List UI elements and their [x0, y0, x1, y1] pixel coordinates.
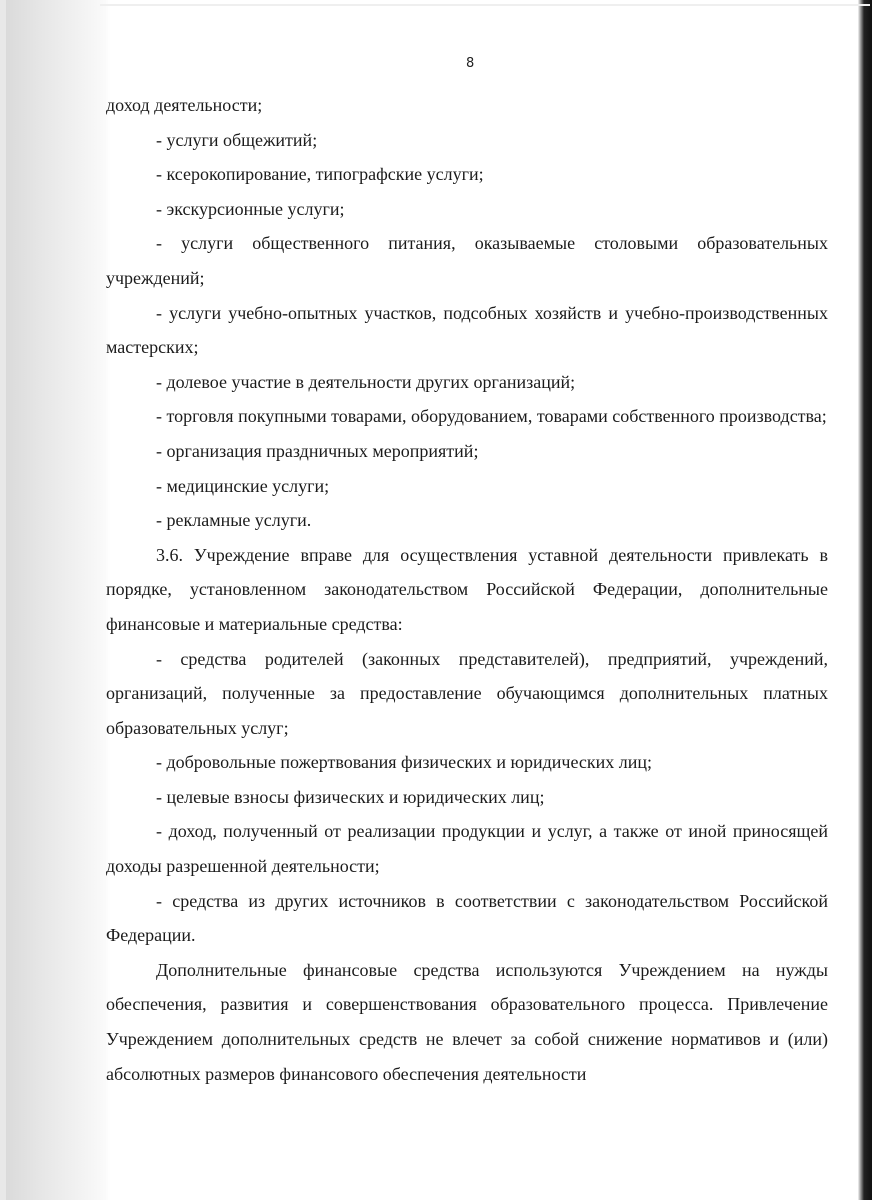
paragraph-income-continuation: доход деятельности;: [106, 95, 263, 115]
list-item-holiday-events: - организация праздничных мероприятий;: [156, 440, 479, 461]
list-item-excursion-services: - экскурсионные услуги;: [156, 198, 345, 219]
list-item-sales-income: - доход, полученный от реализации продукции и услуг, а также от иной приносящей доходы разрешенной деятельности;: [106, 821, 828, 877]
list-item-equity-participation: - долевое участие в деятельности других организаций;: [156, 371, 576, 392]
scan-shadow-left: [0, 0, 110, 1200]
section-3-6: 3.6. Учреждение вправе для осуществления уставной деятельности привлекать в порядке, установленном законодательством Российской Федерации, дополнительные финансовые и материальные средства:: [106, 544, 828, 634]
list-item-training-plots: - услуги учебно-опытных участков, подсобных хозяйств и учебно-производственных мастерских;: [106, 302, 828, 358]
scan-edge-left: [0, 0, 6, 1200]
list-item-trade: - торговля покупными товарами, оборудованием, товарами собственного производства;: [156, 406, 827, 427]
page-number: 8: [466, 56, 475, 71]
scan-edge-right: [858, 0, 872, 1200]
list-item-catering-services: - услуги общественного питания, оказываемые столовыми образовательных учреждений;: [106, 233, 828, 288]
scan-top-line: [100, 4, 870, 6]
list-item-other-sources: - средства из других источников в соответствии с законодательством Российской Федерации.: [106, 890, 828, 946]
list-item-advertising-services: - рекламные услуги.: [156, 510, 312, 531]
list-item-medical-services: - медицинские услуги;: [156, 475, 330, 496]
list-item-parents-funds: - средства родителей (законных представителей), предприятий, учреждений, организаций, полученные за предоставление обучающимся дополнительных платных образовательных услуг;: [106, 648, 828, 738]
list-item-donations: - добровольные пожертвования физических и юридических лиц;: [156, 752, 653, 773]
list-item-copying-printing: - ксерокопирование, типографские услуги;: [156, 164, 484, 185]
paragraph-additional-funds: Дополнительные финансовые средства используются Учреждением на нужды обеспечения, развития и совершенствования образовательного процесса. Привлечение Учреждением дополнительных средств не влечет за собой снижение нормативов и (или) абсолютных размеров финансового обеспечения деятельности: [106, 959, 828, 1084]
document-body: [106, 88, 828, 1091]
list-item-targeted-contributions: - целевые взносы физических и юридических лиц;: [156, 786, 545, 807]
list-item-dormitory-services: - услуги общежитий;: [156, 129, 318, 150]
